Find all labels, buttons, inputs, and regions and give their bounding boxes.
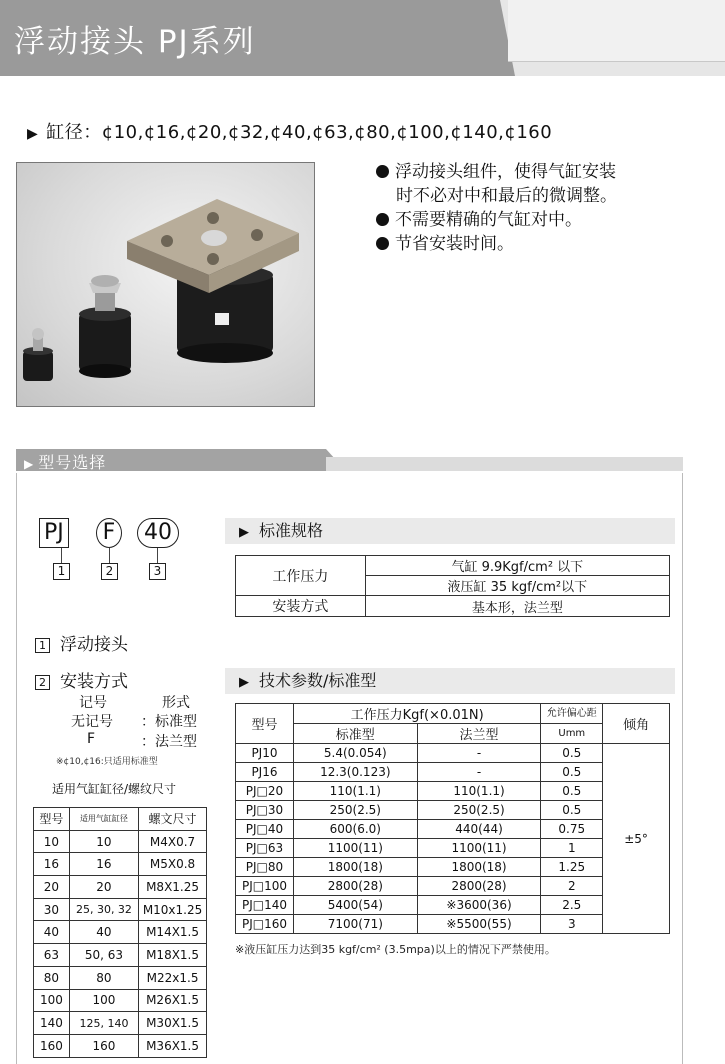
floating-joint-illustration: [17, 163, 315, 407]
connector-line: [61, 548, 62, 563]
model-code-pj: PJ: [39, 518, 69, 548]
product-photo: [16, 162, 315, 407]
header-light-panel: [508, 0, 725, 62]
section-title: ▶ 型号选择: [24, 453, 107, 472]
table-row: PJ□160 7100(71) ※5500(55) 3: [236, 915, 670, 934]
row1-form: ：标准型: [141, 714, 197, 730]
feature-item: 浮动接头组件，使得气缸安装: [376, 160, 617, 184]
option-floating-joint: 1 浮动接头: [35, 630, 128, 655]
bullet-icon: [376, 237, 389, 250]
section-band: [16, 449, 683, 473]
code-number-3: 3: [149, 563, 166, 580]
table-row: PJ10 5.4(0.054) - 0.5 ±5°: [236, 744, 670, 763]
code-number-2: 2: [101, 563, 118, 580]
triangle-right-icon: ▶: [239, 525, 249, 540]
tech-heading: ▶ 技术参数/标准型: [225, 668, 675, 694]
table-row: 16 16 M5X0.8: [34, 853, 207, 876]
table-row: PJ□20 110(1.1) 110(1.1) 0.5: [236, 782, 670, 801]
row2-form: ：法兰型: [141, 734, 197, 750]
table-row: PJ□63 1100(11) 1100(11) 1: [236, 839, 670, 858]
bore-label: 缸径：: [46, 122, 102, 143]
bullet-icon: [376, 213, 389, 226]
table-row: 140 125, 140 M30X1.5: [34, 1012, 207, 1035]
col-code-label: 记号: [79, 695, 107, 711]
angle-value: ±5°: [603, 744, 670, 934]
table-header-row: 型号 适用气缸缸径 螺文尺寸: [34, 808, 207, 831]
feature-item: 节省安装时间。: [376, 232, 617, 256]
option-mount-type: 2 安装方式: [35, 667, 128, 692]
bullet-icon: [376, 165, 389, 178]
bore-values: ¢10,¢16,¢20,¢32,¢40,¢63,¢80,¢100,¢140,¢160: [101, 122, 553, 143]
page-title: 浮动接头 PJ系列: [14, 24, 256, 60]
feature-item: 时不必对中和最后的微调整。: [396, 186, 617, 206]
tech-footnote: ※液压缸压力达到35 kgf/cm² (3.5mpa)以上的情况下严禁使用。: [235, 943, 556, 956]
table-header-row: 型号 工作压力Kgf(×0.01N) 允许偏心距 倾角: [236, 704, 670, 724]
table-row: PJ□40 600(6.0) 440(44) 0.75: [236, 820, 670, 839]
standard-only-note: ※¢10,¢16:只适用标准型: [56, 757, 158, 767]
triangle-right-icon: ▶: [24, 457, 35, 471]
row2-code: F: [87, 731, 96, 747]
row1-code: 无记号: [71, 714, 113, 730]
table-row: 160 160 M36X1.5: [34, 1034, 207, 1057]
table-row: 液压缸 35 kgf/cm²以下: [236, 576, 670, 596]
code-number-1: 1: [53, 563, 70, 580]
feature-list: [376, 160, 617, 256]
spec-table: [235, 555, 670, 617]
model-code-size: 40: [137, 518, 179, 548]
table-row: PJ□30 250(2.5) 250(2.5) 0.5: [236, 801, 670, 820]
table-row: 工作压力 气缸 9.9Kgf/cm² 以下: [236, 556, 670, 576]
col-form-label: 形式: [162, 695, 190, 711]
bore-table: [33, 807, 207, 1058]
model-code-mount: F: [96, 518, 122, 548]
triangle-right-icon: ▶: [27, 126, 39, 142]
table-row: 100 100 M26X1.5: [34, 989, 207, 1012]
table-row: PJ□80 1800(18) 1800(18) 1.25: [236, 858, 670, 877]
table-row: 安装方式 基本形，法兰型: [236, 596, 670, 617]
table-row: PJ□100 2800(28) 2800(28) 2: [236, 877, 670, 896]
table-row: 80 80 M22x1.5: [34, 966, 207, 989]
spec-heading: ▶ 标准规格: [225, 518, 675, 544]
section-band-light: [326, 457, 683, 471]
connector-line: [157, 548, 158, 563]
bore-table-title: 适用气缸缸径/螺纹尺寸: [52, 782, 177, 796]
table-header-row: 标准型 法兰型 Umm: [236, 724, 670, 744]
table-row: 40 40 M14X1.5: [34, 921, 207, 944]
feature-item: 不需要精确的气缸对中。: [376, 208, 617, 232]
table-row: PJ16 12.3(0.123) - 0.5: [236, 763, 670, 782]
tech-table: [235, 703, 670, 934]
bore-line: [27, 118, 552, 144]
table-row: PJ□140 5400(54) ※3600(36) 2.5: [236, 896, 670, 915]
table-row: 10 10 M4X0.7: [34, 830, 207, 853]
header-band: [0, 0, 725, 80]
connector-line: [109, 548, 110, 563]
table-row: 63 50, 63 M18X1.5: [34, 944, 207, 967]
table-row: 30 25, 30, 32 M10x1.25: [34, 898, 207, 921]
table-row: 20 20 M8X1.25: [34, 876, 207, 899]
triangle-right-icon: ▶: [239, 675, 249, 690]
